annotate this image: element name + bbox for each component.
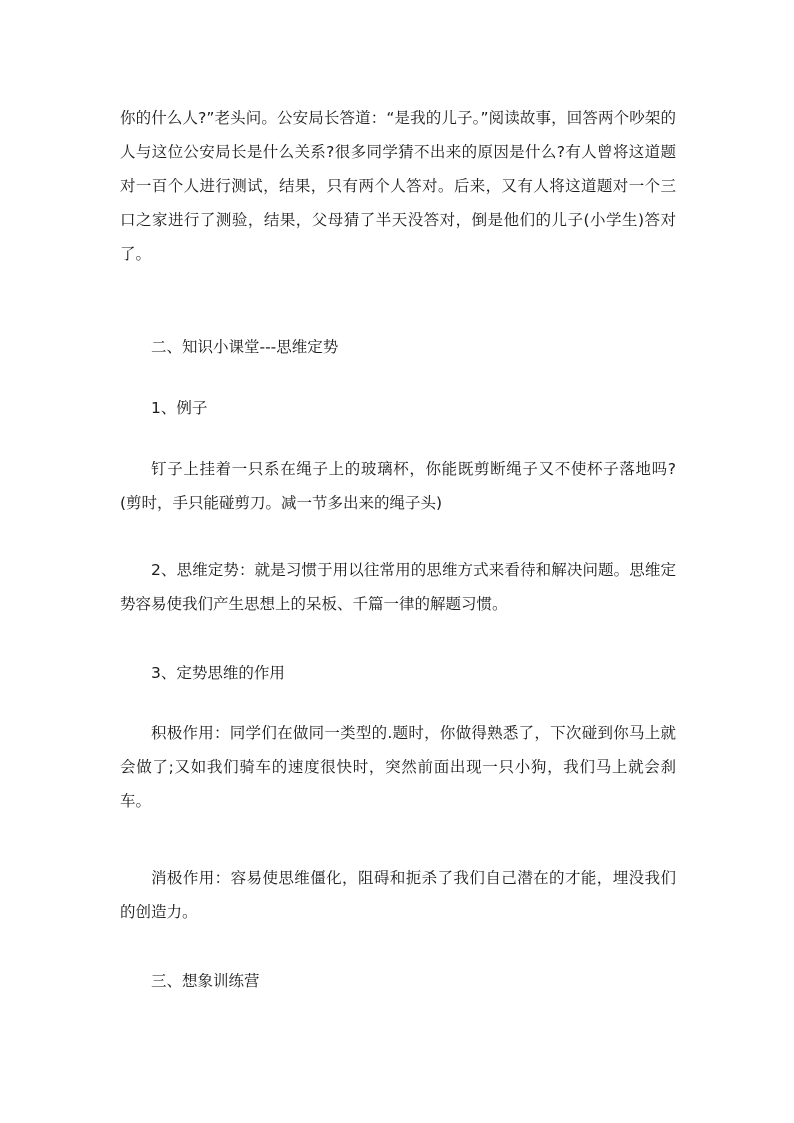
subheading-example: 1、例子 (151, 399, 208, 417)
negative-effect-paragraph: 消极作用：容易使思维僵化，阻碍和扼杀了我们自己潜在的才能，埋没我们的创造力。 (120, 869, 676, 921)
story-paragraph: 你的什么人?”老头问。公安局长答道：“是我的儿子。”阅读故事，回答两个吵架的人与这位公安局长是什么关系?很多同学猜不出来的原因是什么?有人曾将这道题对一百个人进行测试，结果，只有两个人答对。后来，又有人将这道题对一个三口之家进行了测验，结果，父母猜了半天没答对，倒是他们的儿子(小学生)答对了。 (120, 109, 676, 263)
section-heading-imagination: 三、想象训练营 (151, 972, 260, 990)
example-paragraph: 钉子上挂着一只系在绳子上的玻璃杯，你能既剪断绳子又不使杯子落地吗?(剪时，手只能碰剪刀。减一节多出来的绳子头) (120, 460, 676, 512)
subheading-effects: 3、定势思维的作用 (151, 664, 285, 682)
definition-paragraph: 2、思维定势：就是习惯于用以往常用的思维方式来看待和解决问题。思维定势容易使我们产生思想上的呆板、千篇一律的解题习惯。 (120, 561, 676, 613)
positive-effect-paragraph: 积极作用：同学们在做同一类型的.题时，你做得熟悉了，下次碰到你马上就会做了;又如我们骑车的速度很快时，突然前面出现一只小狗，我们马上就会刹车。 (120, 724, 676, 810)
section-heading-knowledge: 二、知识小课堂---思维定势 (151, 338, 339, 356)
